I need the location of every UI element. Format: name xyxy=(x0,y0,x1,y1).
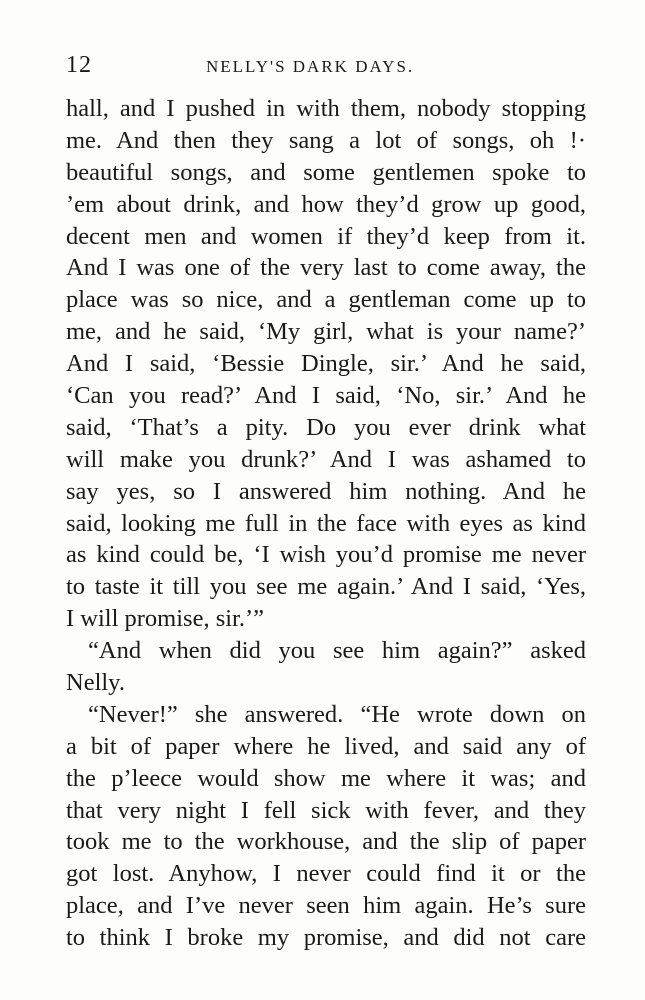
text-line: place, and I’ve never seen him again. He’s sure xyxy=(66,892,586,920)
text-line: hall, and I pushed in with them, nobody stopping xyxy=(66,95,586,122)
text-line: ’em about drink, and how they’d grow up good, xyxy=(66,190,586,218)
text-line: And I said, ‘Bessie Dingle, sir.’ And he said, xyxy=(66,350,586,378)
text-line: said, looking me full in the face with eyes as kind xyxy=(66,509,586,537)
page-header xyxy=(66,52,586,82)
text-line: “And when did you see him again?” asked xyxy=(88,637,586,665)
text-line: me. And then they sang a lot of songs, oh !· xyxy=(66,126,586,154)
text-line: to taste it till you see me again.’ And I said, ‘Yes, xyxy=(66,573,586,601)
text-line: to think I broke my promise, and did not care xyxy=(66,924,586,952)
text-line: as kind could be, ‘I wish you’d promise me never xyxy=(66,541,586,569)
text-line: took me to the workhouse, and the slip of paper xyxy=(66,828,586,856)
page-number: 12 xyxy=(66,52,92,78)
text-line: ‘Can you read?’ And I said, ‘No, sir.’ And he xyxy=(66,382,586,410)
text-line: said, ‘That’s a pity. Do you ever drink what xyxy=(66,413,586,441)
text-line: decent men and women if they’d keep from it. xyxy=(66,222,586,250)
text-line: that very night I fell sick with fever, and they xyxy=(66,796,586,824)
text-line: Nelly. xyxy=(66,669,125,697)
text-line: a bit of paper where he lived, and said any of xyxy=(66,732,586,760)
text-line: “Never!” she answered. “He wrote down on xyxy=(88,700,586,728)
text-line: beautiful songs, and some gentlemen spoke to xyxy=(66,158,586,186)
text-line: will make you drunk?’ And I was ashamed to xyxy=(66,445,586,473)
text-line: I will promise, sir.’” xyxy=(66,605,265,633)
text-line: me, and he said, ‘My girl, what is your name?’ xyxy=(66,318,586,346)
text-line: And I was one of the very last to come away, the xyxy=(66,254,586,282)
text-line: place was so nice, and a gentleman come up to xyxy=(66,286,586,314)
text-line: the p’leece would show me where it was; and xyxy=(66,764,586,792)
text-line: got lost. Anyhow, I never could find it or the xyxy=(66,860,586,888)
text-line: say yes, so I answered him nothing. And he xyxy=(66,477,586,505)
body-text xyxy=(66,93,586,954)
running-title: NELLY'S DARK DAYS. xyxy=(206,57,415,76)
